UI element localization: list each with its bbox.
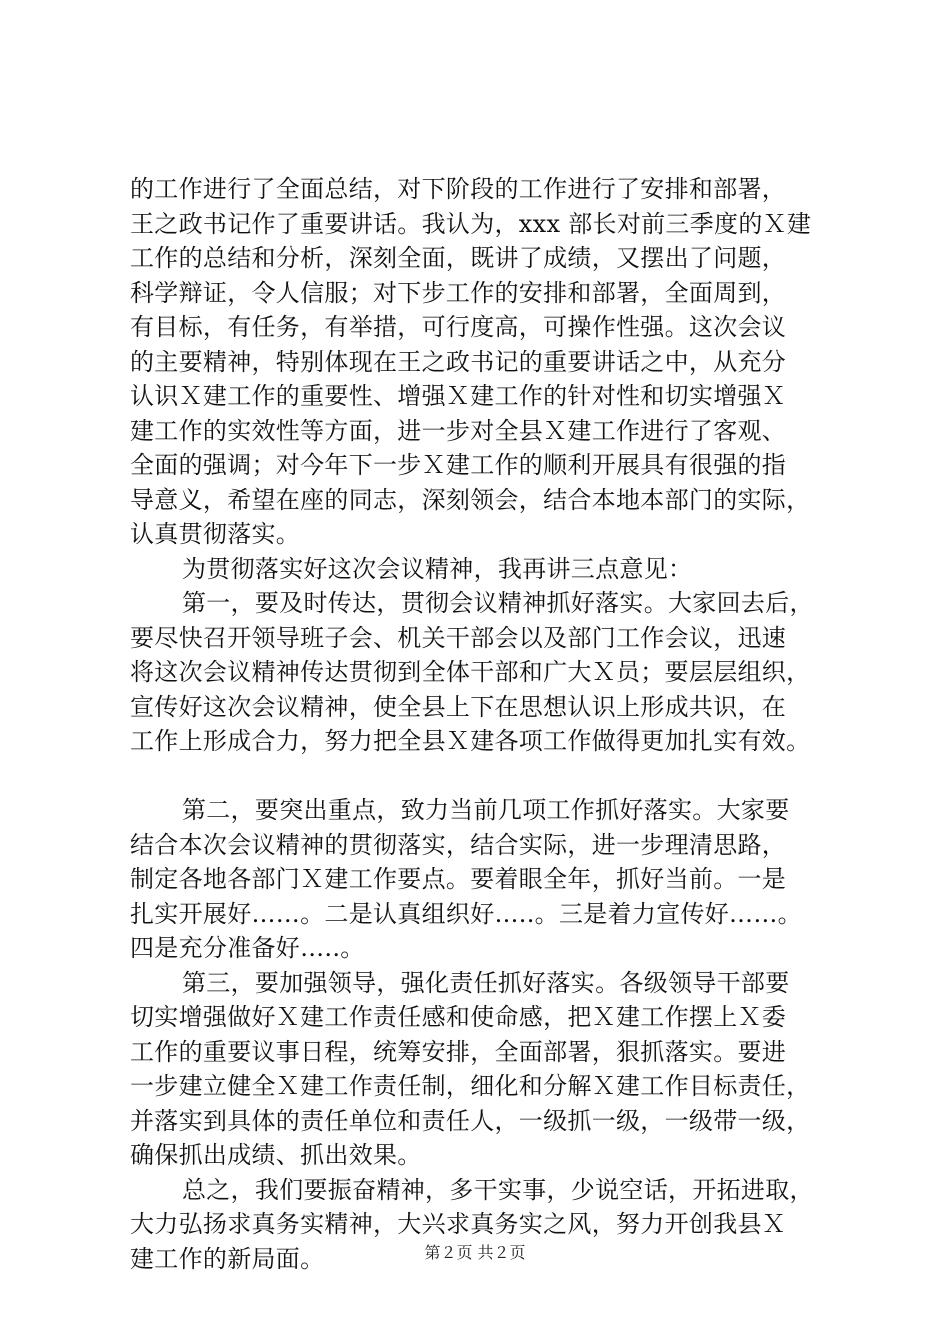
text-line: 确保抓出成绩、抓出效果。 bbox=[130, 1141, 422, 1169]
text-line: 建工作的新局面。 bbox=[130, 1244, 325, 1273]
text-line: 全面的强调；对今年下一步Ｘ建工作的顺利开展具有很强的指 bbox=[130, 451, 787, 479]
text-line: 结合本次会议精神的贯彻落实，结合实际，进一步理清思路， bbox=[130, 830, 787, 859]
text-line: 工作的重要议事日程，统筹安排，全面部署，狠抓落实。要进 bbox=[130, 1037, 787, 1066]
text-line: 一步建立健全Ｘ建工作责任制，细化和分解Ｘ建工作目标责任， bbox=[130, 1072, 811, 1100]
text-line: 王之政书记作了重要讲话。我认为，xxx 部长对前三季度的Ｘ建 bbox=[130, 209, 812, 238]
text-line: 工作的总结和分析，深刻全面，既讲了成绩，又摆出了问题， bbox=[130, 244, 787, 272]
text-line: 并落实到具体的责任单位和责任人，一级抓一级，一级带一级， bbox=[130, 1106, 811, 1135]
text-line: 大力弘扬求真务实精神，大兴求真务实之风，努力开创我县Ｘ bbox=[130, 1210, 787, 1238]
text-line: 宣传好这次会议精神，使全县上下在思想认识上形成共识，在 bbox=[130, 692, 787, 721]
text-line: 切实增强做好Ｘ建工作责任感和使命感，把Ｘ建工作摆上Ｘ委 bbox=[130, 1003, 787, 1031]
text-line: 导意义，希望在座的同志，深刻领会，结合本地本部门的实际， bbox=[130, 485, 811, 514]
text-line: 的工作进行了全面总结，对下阶段的工作进行了安排和部署， bbox=[130, 175, 787, 203]
document-body bbox=[130, 172, 830, 1276]
text-line: 建工作的实效性等方面，进一步对全县Ｘ建工作进行了客观、 bbox=[130, 416, 787, 445]
text-line: 第一，要及时传达，贯彻会议精神抓好落实。大家回去后， bbox=[182, 589, 814, 617]
text-line: 认识Ｘ建工作的重要性、增强Ｘ建工作的针对性和切实增强Ｘ bbox=[130, 382, 787, 410]
text-line: 工作上形成合力，努力把全县Ｘ建各项工作做得更加扎实有效。 bbox=[130, 727, 811, 755]
text-line: 有目标，有任务，有举措，可行度高，可操作性强。这次会议 bbox=[130, 313, 787, 341]
text-line: 总之，我们要振奋精神，多干实事，少说空话，开拓进取， bbox=[182, 1175, 814, 1204]
text-line: 将这次会议精神传达贯彻到全体干部和广大Ｘ员；要层层组织， bbox=[130, 658, 811, 686]
text-line: 科学辩证，令人信服；对下步工作的安排和部署，全面周到， bbox=[130, 278, 787, 307]
text-line: 第三，要加强领导，强化责任抓好落实。各级领导干部要 bbox=[182, 968, 790, 997]
text-line: 认真贯彻落实。 bbox=[130, 520, 301, 548]
paragraph-spacer bbox=[130, 759, 830, 794]
page-footer: 第２页 共２页 bbox=[424, 1243, 526, 1262]
text-line: 四是充分准备好…..。 bbox=[130, 934, 365, 962]
text-line: 扎实开展好……。二是认真组织好…..。三是着力宣传好……。 bbox=[130, 899, 802, 928]
text-line: 制定各地各部门Ｘ建工作要点。要着眼全年，抓好当前。一是 bbox=[130, 865, 787, 893]
text-line: 的主要精神，特别体现在王之政书记的重要讲话之中，从充分 bbox=[130, 347, 787, 376]
text-line: 要尽快召开领导班子会、机关干部会以及部门工作会议，迅速 bbox=[130, 623, 787, 652]
text-line: 第二，要突出重点，致力当前几项工作抓好落实。大家要 bbox=[182, 796, 790, 824]
text-line: 为贯彻落实好这次会议精神，我再讲三点意见： bbox=[182, 554, 693, 583]
